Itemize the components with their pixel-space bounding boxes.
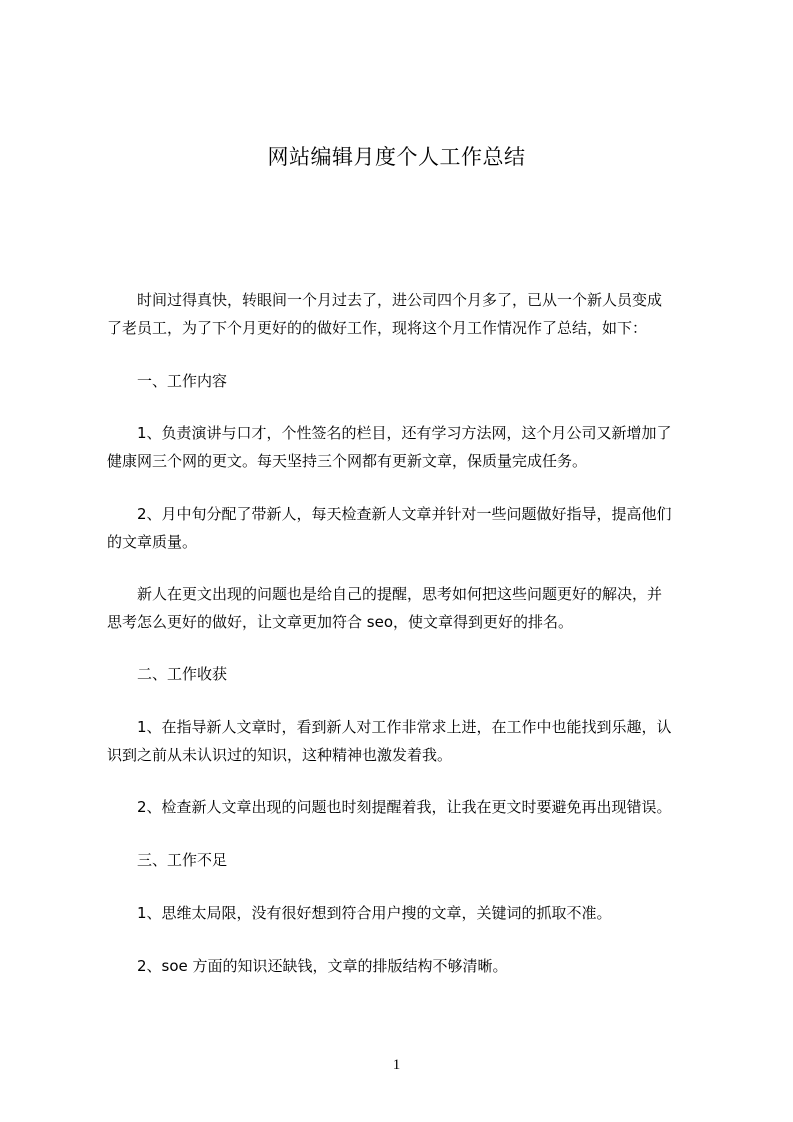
section1-item1-line-2: 健康网三个网的更文。每天坚持三个网都有更新文章，保质量完成任务。 [107, 452, 588, 470]
section2-item1-line-2: 识到之前从未认识过的知识，这种精神也激发着我。 [107, 746, 453, 764]
page-title: 网站编辑月度个人工作总结 [267, 145, 526, 169]
section2-item2-line-1: 2、检查新人文章出现的问题也时刻提醒着我，让我在更文时要避免再出现错误。 [137, 798, 672, 816]
section-heading-work-gains: 二、工作收获 [137, 665, 228, 683]
page-number: 1 [392, 1057, 401, 1073]
intro-line-2: 了老员工，为了下个月更好的的做好工作，现将这个月工作情况作了总结，如下： [107, 319, 648, 337]
section2-item1-line-1: 1、在指导新人文章时，看到新人对工作非常求上进，在工作中也能找到乐趣，认 [137, 718, 672, 736]
section3-item1-line-1: 1、思维太局限，没有很好想到符合用户搜的文章，关键词的抓取不准。 [137, 904, 612, 922]
section-heading-shortcomings: 三、工作不足 [137, 851, 228, 869]
section3-item2-line-1: 2、soe 方面的知识还缺钱，文章的排版结构不够清晰。 [137, 957, 508, 975]
section1-item2-line-2: 的文章质量。 [107, 533, 198, 551]
section1-note-line-1: 新人在更文出现的问题也是给自己的提醒，思考如何把这些问题更好的解决，并 [137, 585, 663, 603]
section1-note-line-2: 思考怎么更好的做好，让文章更加符合 seo，使文章得到更好的排名。 [107, 613, 573, 631]
intro-line-1: 时间过得真快，转眼间一个月过去了，进公司四个月多了，已从一个新人员变成 [137, 291, 663, 309]
section1-item1-line-1: 1、负责演讲与口才，个性签名的栏目，还有学习方法网，这个月公司又新增加了 [137, 424, 672, 442]
section-heading-work-content: 一、工作内容 [137, 372, 228, 390]
section1-item2-line-1: 2、月中旬分配了带新人，每天检查新人文章并针对一些问题做好指导，提高他们 [137, 505, 672, 523]
